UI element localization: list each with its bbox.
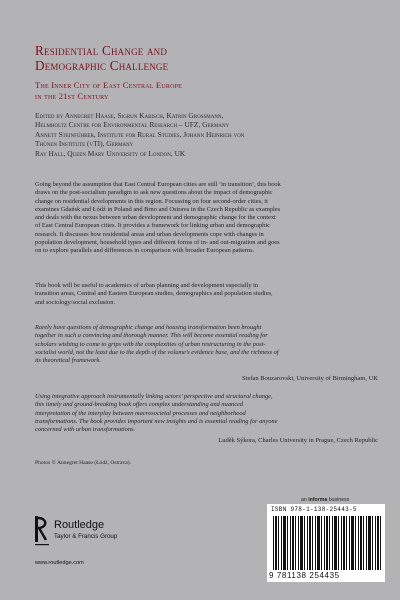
text-line: draws on the post-socialism paradigm to ask new questions about the impact of demographic bbox=[35, 189, 273, 197]
text-line: transition areas, Central and Eastern European studies, demographics and population studies, bbox=[35, 290, 273, 298]
routledge-logo-icon bbox=[35, 516, 49, 549]
text-line: and sociology/social exclusion. bbox=[35, 298, 116, 306]
quote-line: its theoretical framework. bbox=[35, 357, 101, 364]
text-line: Going beyond the assumption that East Central European cities are still ‘in transition’, this book bbox=[35, 181, 281, 188]
quote-line: scholars wishing to come to grips with the complexities of urban restructuring in the post- bbox=[35, 340, 266, 348]
endorsement-quote-2 bbox=[35, 393, 380, 434]
quote-line: socialist world, not the least due to the depth of the volume’s evidence base, and the richness of bbox=[35, 348, 279, 356]
endorsement-quote-1 bbox=[35, 324, 380, 365]
publisher-name: Routledge bbox=[54, 519, 105, 531]
text-line: on to explore parallels and differences in comparison with broader European patterns. bbox=[35, 247, 255, 254]
barcode bbox=[267, 504, 385, 582]
editors-block bbox=[35, 111, 380, 158]
quote-line: together in such a convincing and thorough manner. This will become essential reading for bbox=[35, 332, 268, 340]
publisher-website[interactable]: www.routledge.com bbox=[35, 560, 84, 566]
editors-line: Annett Steinführer, Institute for Rural Studies, Johann Heinrich von bbox=[35, 129, 245, 139]
subtitle-line-2: in the 21st Century bbox=[35, 90, 109, 101]
editors-line: Edited by Annegret Haase, Sigrun Kabisch, Katrin Grossmann, bbox=[35, 111, 224, 120]
editors-line: Thünen Institute (vTI), Germany bbox=[35, 139, 134, 149]
book-title bbox=[35, 43, 375, 73]
informa-business-note bbox=[301, 497, 349, 503]
quote-line: this timely and ground-breaking book offers complex understanding and nuanced bbox=[35, 401, 244, 409]
quote-line: Rarely have questions of demographic change and housing transformation been brought bbox=[35, 324, 262, 331]
text-line: examines Gdańsk and Łódź in Poland and Brno and Ostrava in the Czech Republic as examples bbox=[35, 205, 281, 213]
text-line: and deals with the nexus between urban development and demographic change for the context bbox=[35, 214, 276, 221]
informa-brand: informa bbox=[308, 497, 328, 503]
quote-1-attribution: Stefan Bouzarovski, University of Birmingham, UK bbox=[242, 375, 378, 382]
text-line: population development, household types and different forms of in- and out-migration and goes bbox=[35, 238, 280, 246]
quote-line: Using integrative approach instrumentally linking actors’ perspective and structural change, bbox=[35, 393, 273, 400]
photo-credit: Photos © Annegret Haase (Łódź, Ostrava). bbox=[35, 460, 132, 466]
quote-line: concerned with urban transformations. bbox=[35, 426, 136, 433]
text-line: research. It discusses how residential areas and urban developments cope with changes in bbox=[35, 230, 264, 238]
subtitle-line-1: The Inner City of East Central Europe bbox=[35, 80, 183, 90]
quote-line: interpretation of the interplay between macrosocietal processes and neighborhood bbox=[35, 409, 246, 417]
quote-2-attribution: Luděk Sýkora, Charles University in Prague, Czech Republic bbox=[218, 437, 378, 444]
editors-line: Ray Hall, Queen Mary University of London, UK bbox=[35, 148, 186, 158]
text-line: change on residential developments in this region. Focussing on four second-order cities, it bbox=[35, 197, 268, 205]
text-line: of East Central European cities. It provides a framework for linking urban and demographic bbox=[35, 222, 270, 230]
isbn-label: ISBN 978-1-138-25443-5 bbox=[271, 506, 357, 513]
title-line-1: Residential Change and bbox=[35, 43, 168, 58]
book-subtitle bbox=[35, 80, 375, 101]
barcode-number: 9 781138 254435 bbox=[269, 571, 340, 580]
description-paragraph-1 bbox=[35, 181, 380, 255]
quote-line: transformations. The book provides important new insights and is essential reading for anyone bbox=[35, 417, 278, 425]
informa-prefix: an bbox=[301, 497, 309, 503]
text-line: This book will be useful to academics of urban planning and development especially in bbox=[35, 282, 259, 289]
publisher-group: Taylor & Francis Group bbox=[54, 533, 118, 540]
informa-suffix: business bbox=[327, 497, 350, 503]
description-paragraph-2 bbox=[35, 282, 380, 307]
barcode-bars bbox=[273, 516, 381, 570]
title-line-2: Demographic Challenge bbox=[35, 58, 169, 73]
editors-line: Helmholtz Centre for Environmental Research – UFZ, Germany bbox=[35, 120, 230, 130]
